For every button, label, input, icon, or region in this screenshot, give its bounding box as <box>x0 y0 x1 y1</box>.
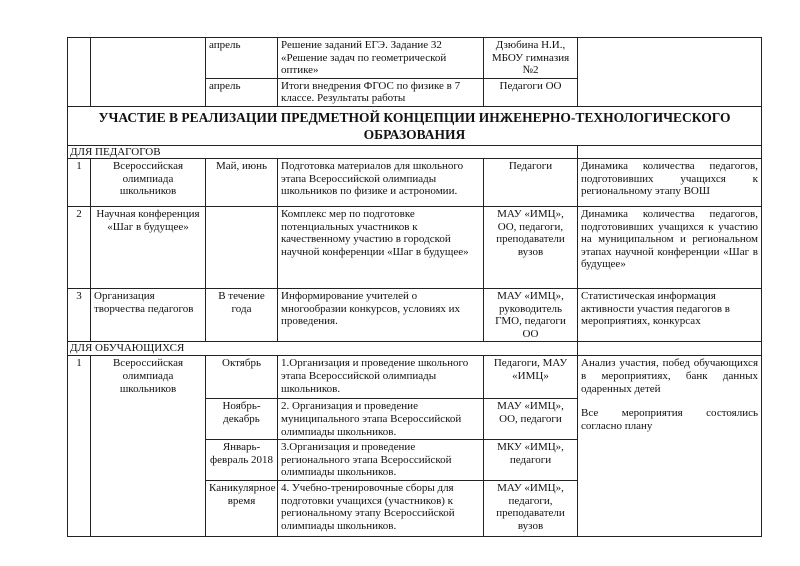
table-row <box>68 206 762 288</box>
activity-cell: Информирование учителей о многообразии конкурсов, условиях их проведения. <box>278 288 484 341</box>
activity-cell: Подготовка материалов для школьного этапа Всероссийской олимпиады школьников по физике и астрономии. <box>278 158 484 206</box>
responsible-cell: МАУ «ИМЦ», ОО, педагоги <box>484 399 578 440</box>
responsible-cell: Педагоги, МАУ «ИМЦ» <box>484 356 578 399</box>
date-cell: апрель <box>206 38 278 79</box>
name-cell: Организация творчества педагогов <box>91 288 206 341</box>
table-row <box>68 356 762 399</box>
responsible-cell: Педагоги <box>484 158 578 206</box>
result-status: Все мероприятия состоялись согласно плану <box>581 407 758 432</box>
activity-cell: Комплекс мер по подготовке потенциальных участников к качественному участию в городской научной конференции «Шаг в будущее» <box>278 206 484 288</box>
table-row <box>68 288 762 341</box>
table-row <box>68 158 762 206</box>
activity-cell: Решение заданий ЕГЭ. Задание 32 «Решение задач по геометрической оптике» <box>278 38 484 79</box>
date-cell: апрель <box>206 78 278 106</box>
section-title: УЧАСТИЕ В РЕАЛИЗАЦИИ ПРЕДМЕТНОЙ КОНЦЕПЦИИ ИНЖЕНЕРНО-ТЕХНОЛОГИЧЕСКОГО ОБРАЗОВАНИЯ <box>68 106 762 145</box>
activity-cell: 4. Учебно-тренировочные сборы для подготовки учащихся (участников) к региональному этапу Всероссийской олимпиады школьников. <box>278 480 484 536</box>
responsible-cell: Педагоги ОО <box>484 78 578 106</box>
date-cell: Ноябрь-декабрь <box>206 399 278 440</box>
date-cell: Октябрь <box>206 356 278 399</box>
subsection-row <box>68 145 762 158</box>
plan-table <box>67 37 762 537</box>
date-cell: Каникулярное время <box>206 480 278 536</box>
responsible-cell: Дзюбина Н.И., МБОУ гимназия №2 <box>484 38 578 79</box>
activity-cell: 2. Организация и проведение муниципального этапа Всероссийской олимпиады школьников. <box>278 399 484 440</box>
cell-empty <box>578 145 762 158</box>
result-cell: Статистическая информация активности участия педагогов в мероприятиях, конкурсах <box>578 288 762 341</box>
result-cell: Динамика количества педагогов, подготовивших учащихся к участию на муниципальном и региональном этапах научной конференции «Шаг в будущее» <box>578 206 762 288</box>
subsection-heading-students: ДЛЯ ОБУЧАЮЩИХСЯ <box>68 342 578 356</box>
responsible-cell: МАУ «ИМЦ», ОО, педагоги, преподаватели вузов <box>484 206 578 288</box>
cell-empty <box>68 38 91 107</box>
result-cell <box>578 356 762 537</box>
subsection-row <box>68 342 762 356</box>
cell-empty <box>578 342 762 356</box>
num-cell: 1 <box>68 356 91 537</box>
subsection-heading-teachers: ДЛЯ ПЕДАГОГОВ <box>68 145 578 158</box>
date-cell <box>206 206 278 288</box>
cell-empty <box>91 38 206 107</box>
section-title-row <box>68 106 762 145</box>
activity-cell: Итоги внедрения ФГОС по физике в 7 классе. Результаты работы <box>278 78 484 106</box>
name-cell: Научная конференция «Шаг в будущее» <box>91 206 206 288</box>
name-cell: Всероссийская олимпиада школьников <box>91 158 206 206</box>
responsible-cell: МКУ «ИМЦ», педагоги <box>484 440 578 481</box>
activity-cell: 3.Организация и проведение регионального этапа Всероссийской олимпиады школьников. <box>278 440 484 481</box>
name-cell: Всероссийская олимпиада школьников <box>91 356 206 537</box>
date-cell: Январь-февраль 2018 <box>206 440 278 481</box>
num-cell: 2 <box>68 206 91 288</box>
date-cell: Май, июнь <box>206 158 278 206</box>
result-analysis: Анализ участия, побед обучающихся в мероприятиях, банк данных одаренных детей <box>581 357 758 395</box>
responsible-cell: МАУ «ИМЦ», руководитель ГМО, педагоги ОО <box>484 288 578 341</box>
cell-empty <box>578 38 762 107</box>
num-cell: 1 <box>68 158 91 206</box>
responsible-cell: МАУ «ИМЦ», педагоги, преподаватели вузов <box>484 480 578 536</box>
date-cell: В течение года <box>206 288 278 341</box>
num-cell: 3 <box>68 288 91 341</box>
table-row <box>68 38 762 79</box>
activity-cell: 1.Организация и проведение школьного этапа Всероссийской олимпиады школьников. <box>278 356 484 399</box>
result-cell: Динамика количества педагогов, подготовивших учащихся к региональному этапу ВОШ <box>578 158 762 206</box>
